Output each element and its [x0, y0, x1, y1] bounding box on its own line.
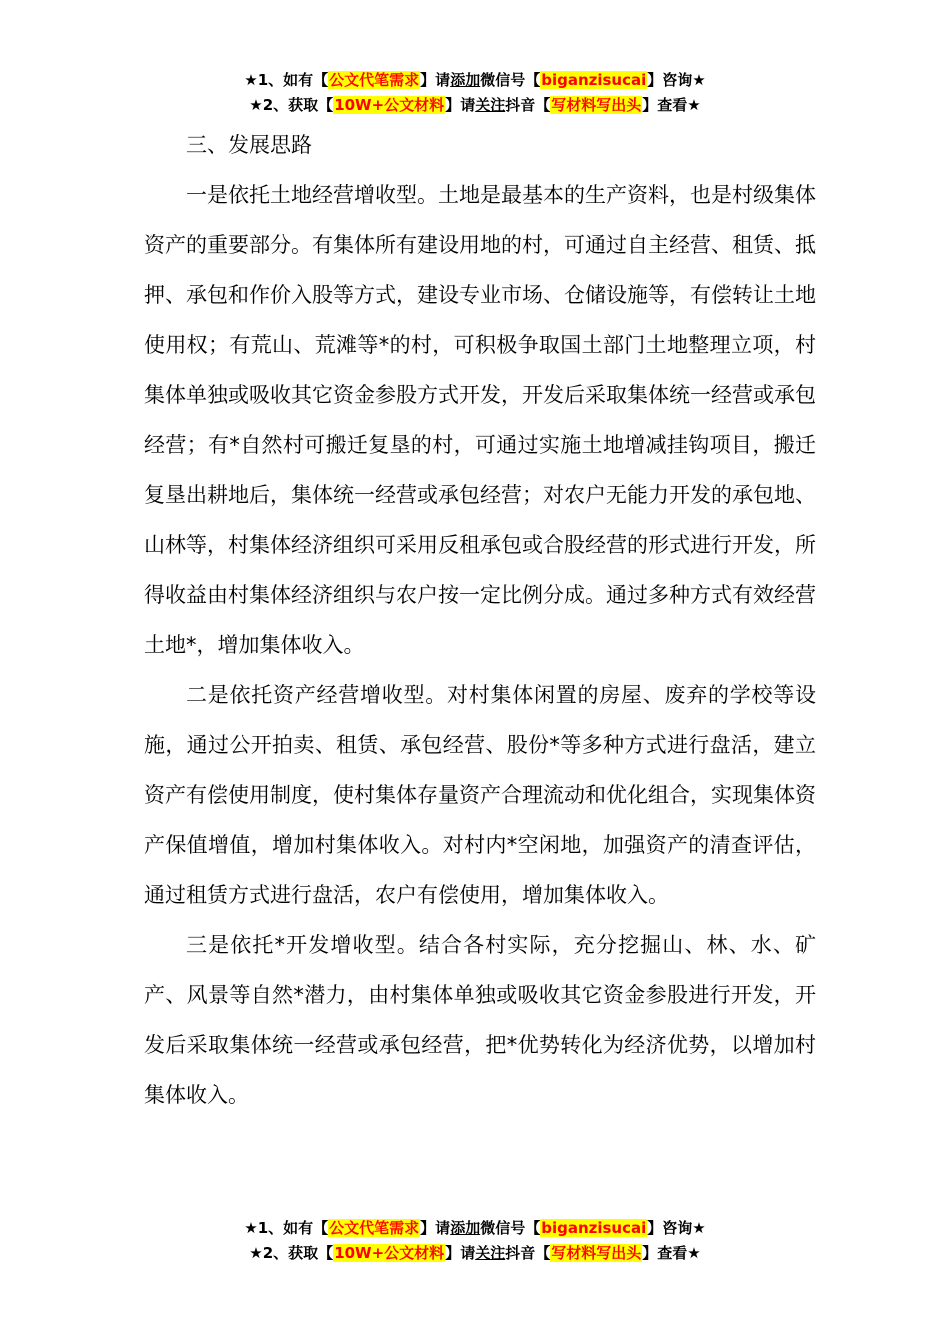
banner-text: 】请: [420, 1219, 451, 1237]
highlight-wechat-id: biganzisucai: [541, 1219, 647, 1237]
bottom-banner: [0, 1216, 950, 1266]
banner-text: 】请: [445, 96, 476, 114]
banner-text: 抖音【: [505, 96, 551, 114]
highlight-douyin-account: 写材料写出头: [551, 1244, 642, 1262]
bottom-banner-line-2: [0, 1241, 950, 1266]
underline-add: 添加: [450, 71, 481, 89]
highlight-service: 公文代笔需求: [329, 71, 420, 89]
paragraph-development: 三是依托*开发增收型。结合各村实际，充分挖掘山、林、水、矿产、风景等自然*潜力，由村集体单独或吸收其它资金参股进行开发，开发后采取集体统一经营或承包经营，把*优势转化为经济优势，以增加村集体收入。: [144, 933, 816, 1107]
bottom-banner-line-1: [0, 1216, 950, 1241]
highlight-materials: 10W+公文材料: [334, 1244, 445, 1262]
highlight-douyin-account: 写材料写出头: [551, 96, 642, 114]
underline-follow: 关注: [475, 96, 506, 114]
banner-text: ★2、获取【: [249, 96, 334, 114]
highlight-service: 公文代笔需求: [329, 1219, 420, 1237]
underline-add: 添加: [450, 1219, 481, 1237]
banner-text: 微信号【: [480, 71, 541, 89]
paragraph-assets: 二是依托资产经营增收型。对村集体闲置的房屋、废弃的学校等设施，通过公开拍卖、租赁、承包经营、股份*等多种方式进行盘活，建立资产有偿使用制度，使村集体存量资产合理流动和优化组合，实现集体资产保值增值，增加村集体收入。对村内*空闲地，加强资产的清查评估，通过租赁方式进行盘活，农户有偿使用，增加集体收入。: [144, 683, 816, 907]
top-banner-line-1: [0, 68, 950, 93]
banner-text: 抖音【: [505, 1244, 551, 1262]
document-body: [144, 120, 816, 1120]
highlight-materials: 10W+公文材料: [334, 96, 445, 114]
banner-text: 】咨询★: [647, 71, 706, 89]
section-heading: 三、发展思路: [186, 133, 312, 157]
highlight-wechat-id: biganzisucai: [541, 71, 647, 89]
paragraph-land: 一是依托土地经营增收型。土地是最基本的生产资料，也是村级集体资产的重要部分。有集体所有建设用地的村，可通过自主经营、租赁、抵押、承包和作价入股等方式，建设专业市场、仓储设施等，有偿转让土地使用权；有荒山、荒滩等*的村，可积极争取国土部门土地整理立项，村集体单独或吸收其它资金参股方式开发，开发后采取集体统一经营或承包经营；有*自然村可搬迁复垦的村，可通过实施土地增减挂钩项目，搬迁复垦出耕地后，集体统一经营或承包经营；对农户无能力开发的承包地、山林等，村集体经济组织可采用反租承包或合股经营的形式进行开发，所得收益由村集体经济组织与农户按一定比例分成。通过多种方式有效经营土地*，增加集体收入。: [144, 183, 816, 657]
banner-text: ★2、获取【: [249, 1244, 334, 1262]
banner-text: ★1、如有【: [244, 1219, 329, 1237]
banner-text: ★1、如有【: [244, 71, 329, 89]
banner-text: 】咨询★: [647, 1219, 706, 1237]
banner-text: 】请: [445, 1244, 476, 1262]
banner-text: 微信号【: [480, 1219, 541, 1237]
top-banner-line-2: [0, 93, 950, 118]
underline-follow: 关注: [475, 1244, 506, 1262]
banner-text: 】查看★: [642, 96, 701, 114]
banner-text: 】请: [420, 71, 451, 89]
banner-text: 】查看★: [642, 1244, 701, 1262]
top-banner: [0, 68, 950, 118]
